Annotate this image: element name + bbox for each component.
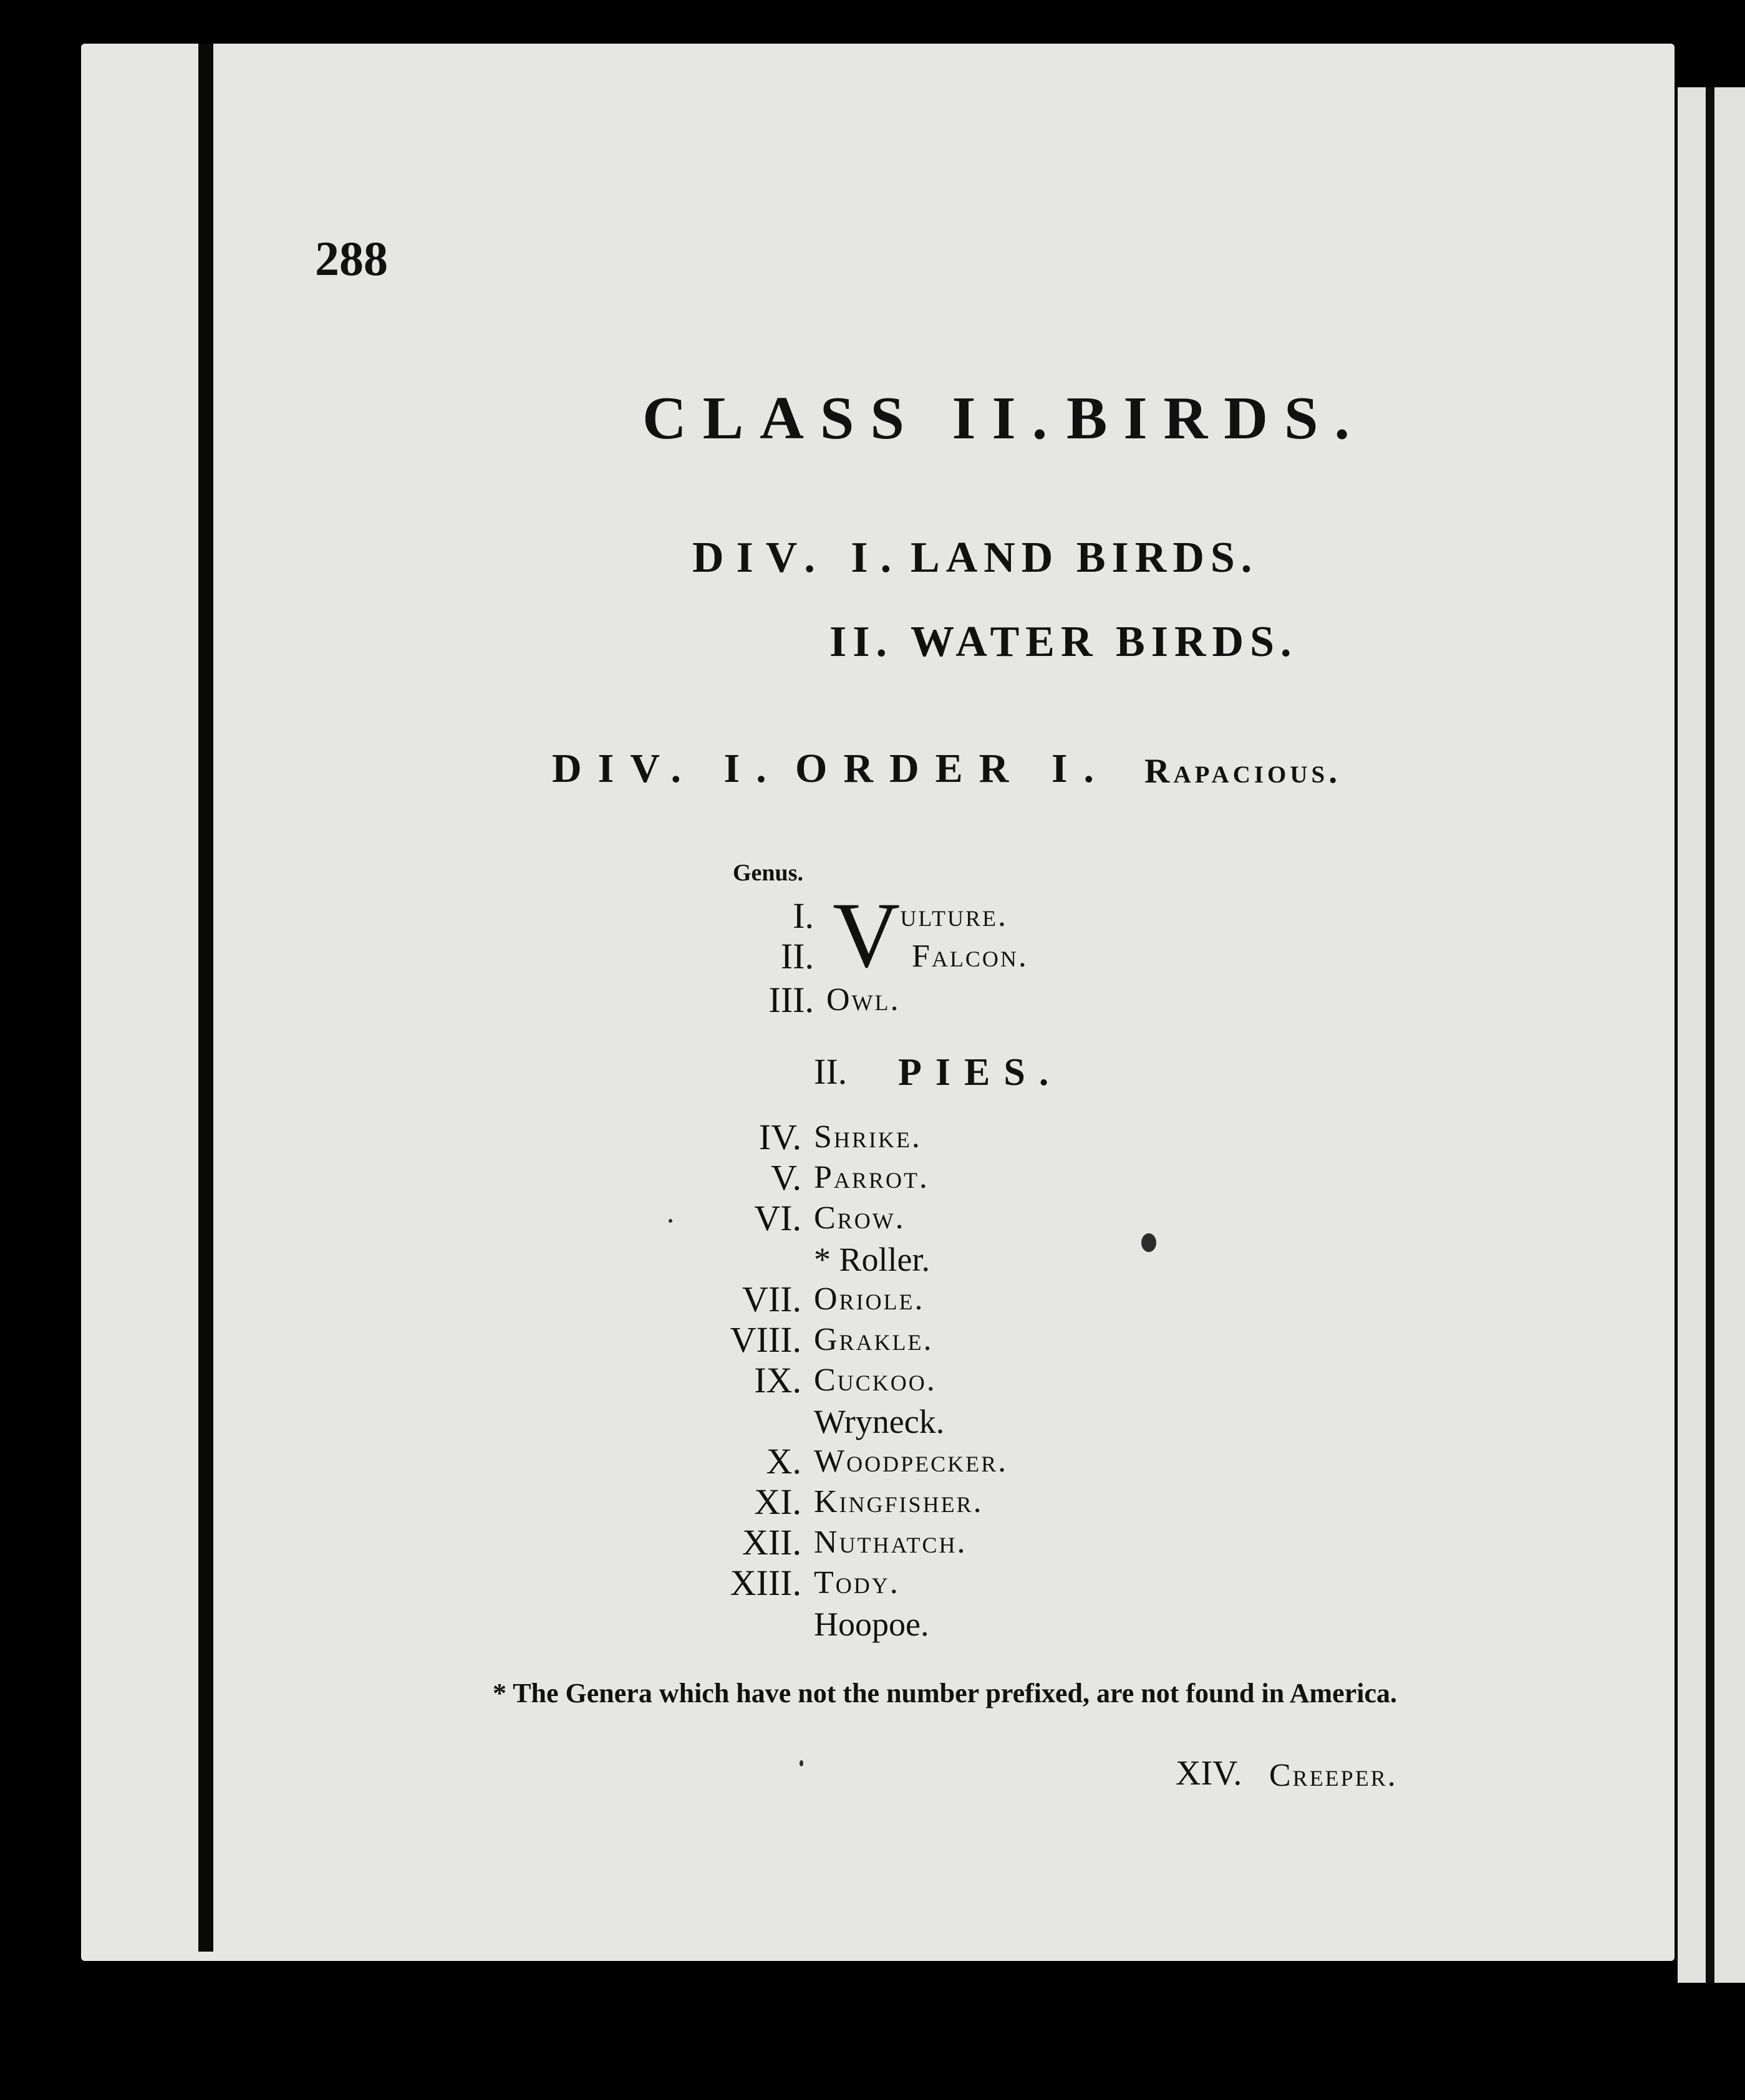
ink-speck bbox=[800, 1760, 803, 1766]
genus-name: Kingfisher. bbox=[814, 1484, 984, 1520]
genus-name: Falcon. bbox=[912, 938, 1028, 974]
catchword-number: XIV. bbox=[1176, 1754, 1242, 1793]
division-1-name: LAND BIRDS. bbox=[911, 534, 1259, 582]
genus-name: Parrot. bbox=[814, 1160, 929, 1195]
genus-name: Grakle. bbox=[814, 1322, 934, 1357]
genus-name: Oriole. bbox=[814, 1281, 925, 1317]
class-label: CLASS II. bbox=[642, 385, 1064, 452]
genus-name: Owl. bbox=[826, 982, 901, 1018]
division-2-name: WATER BIRDS. bbox=[911, 618, 1298, 666]
division-1-label: DIV. I. bbox=[692, 534, 904, 582]
genus-column-header: Genus. bbox=[733, 860, 803, 886]
genus-name: Shrike. bbox=[814, 1119, 922, 1155]
class-name: BIRDS. bbox=[1066, 385, 1366, 452]
genus-name: Hoopoe. bbox=[814, 1606, 929, 1643]
footnote: * The Genera which have not the number prefixed, are not found in America. bbox=[493, 1678, 1397, 1708]
genus-number: I. bbox=[793, 895, 814, 936]
genus-name: Crow. bbox=[814, 1200, 906, 1236]
binding-gutter-line bbox=[198, 44, 213, 1952]
genus-name: * Roller. bbox=[814, 1241, 930, 1278]
order-number: ORDER I. bbox=[795, 746, 1111, 791]
genus-number: III. bbox=[768, 980, 814, 1020]
order-division: DIV. I. bbox=[552, 746, 783, 791]
genus-name: Wryneck. bbox=[814, 1403, 945, 1440]
genus-name: Cuckoo. bbox=[814, 1362, 937, 1398]
ink-blot bbox=[1141, 1233, 1156, 1252]
genus-number: II. bbox=[780, 936, 814, 976]
genus-number: XII. bbox=[742, 1522, 801, 1563]
order-name: Rapacious. bbox=[1144, 752, 1341, 791]
page-number: 288 bbox=[315, 231, 388, 286]
genus-number: IX. bbox=[754, 1360, 801, 1400]
genus-number: VIII. bbox=[730, 1319, 801, 1360]
genus-name: Nuthatch. bbox=[814, 1524, 967, 1560]
genus-number: V. bbox=[771, 1157, 801, 1198]
genus-number: XIII. bbox=[730, 1563, 801, 1603]
genus-number: XI. bbox=[754, 1481, 801, 1522]
catchword-name: Creeper. bbox=[1269, 1758, 1398, 1793]
division-2-label: II. bbox=[829, 618, 893, 666]
genus-name: Vulture. bbox=[833, 884, 1008, 987]
genus-number: X. bbox=[766, 1441, 801, 1481]
genus-name: Woodpecker. bbox=[814, 1443, 1008, 1479]
pies-order-number: II. bbox=[814, 1051, 848, 1092]
genus-number: VII. bbox=[742, 1279, 801, 1319]
genus-name: Tody. bbox=[814, 1565, 900, 1601]
facing-page-gutter-line bbox=[1706, 87, 1714, 1983]
pies-order-name: PIES. bbox=[898, 1051, 1063, 1094]
genus-number: IV. bbox=[758, 1117, 801, 1157]
ink-speck bbox=[669, 1219, 672, 1223]
genus-number: VI. bbox=[754, 1198, 801, 1238]
